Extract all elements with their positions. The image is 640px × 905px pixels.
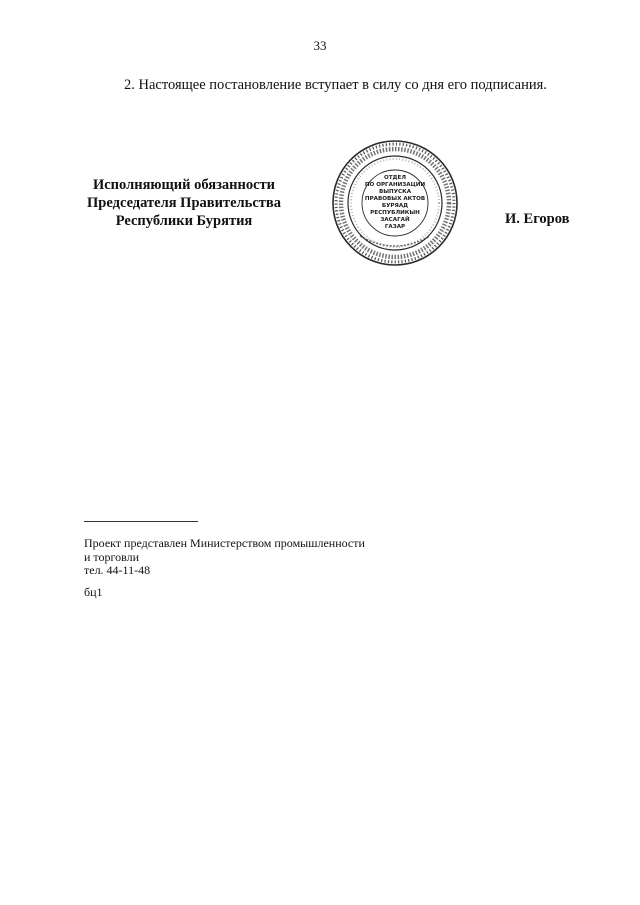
document-code: бц1 xyxy=(84,585,103,599)
clause-text: 2. Настоящее постановление вступает в силу со дня его подписания. xyxy=(124,77,547,93)
seal-line: РЕСПУБЛИКЫН xyxy=(370,210,420,216)
seal-line: ЗАСАГАЙ xyxy=(380,217,410,223)
footnote-line: Проект представлен Министерством промышленности xyxy=(84,536,365,550)
seal-line: ПРАВОВЫХ АКТОВ xyxy=(364,196,426,202)
footnote-line: тел. 44-11-48 xyxy=(84,563,151,577)
official-seal-stamp xyxy=(330,138,460,268)
seal-line: ГАЗАР xyxy=(384,224,406,230)
signer-title-line: Республики Бурятия xyxy=(115,213,253,229)
seal-line: ОТДЕЛ xyxy=(383,175,407,181)
seal-line: ВЫПУСКА xyxy=(378,189,412,195)
seal-line: ПО ОРГАНИЗАЦИИ xyxy=(364,182,426,188)
signer-title-line: Исполняющий обязанности xyxy=(92,177,276,193)
footnote-line: и торговли xyxy=(84,549,140,564)
signer-name: И. Егоров xyxy=(505,211,570,227)
page-number: 33 xyxy=(313,38,327,53)
signer-title-block xyxy=(80,176,288,230)
footnote-divider xyxy=(84,521,198,522)
signer-title-line: Председателя Правительства xyxy=(87,195,281,211)
seal-line: БУРЯАД xyxy=(381,203,409,209)
footnote-block xyxy=(84,537,365,578)
